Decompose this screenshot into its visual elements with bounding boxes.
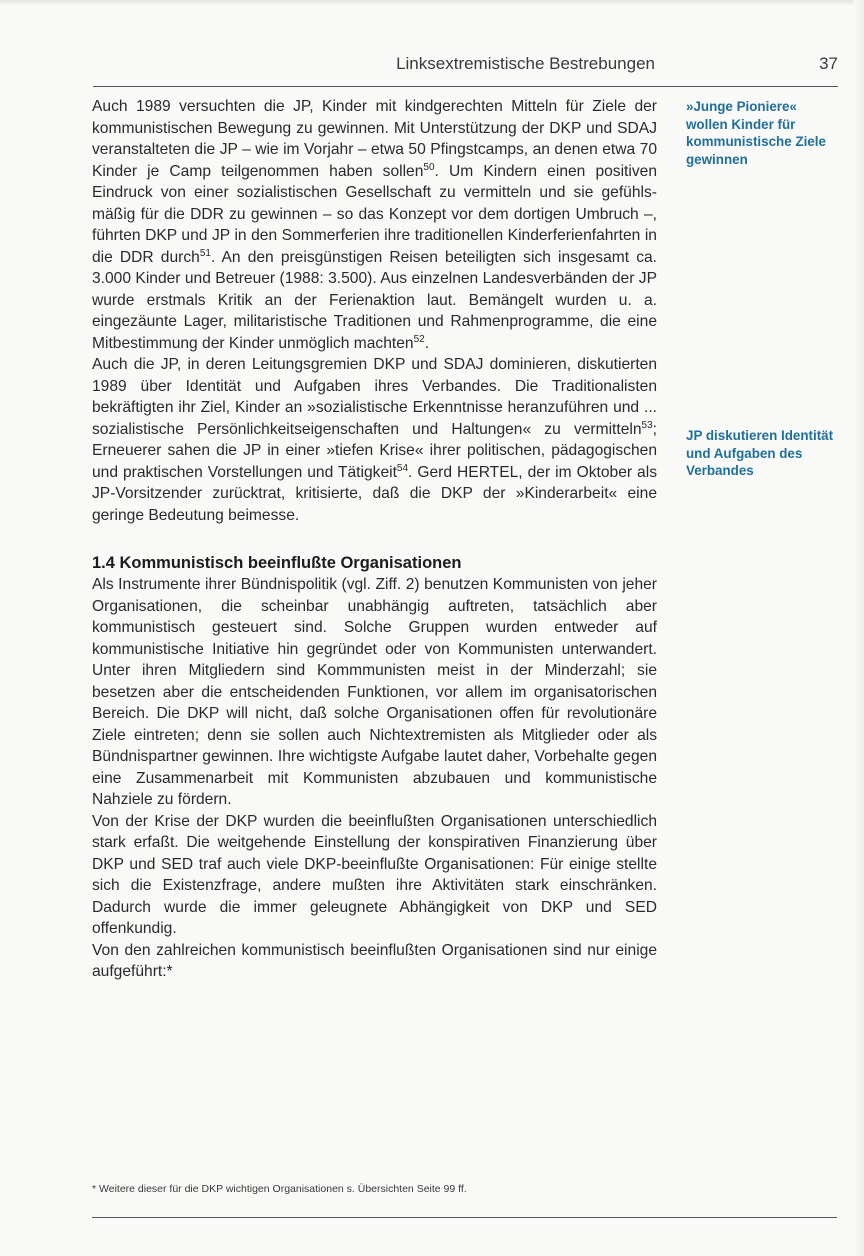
footnote-ref-54: 54 (396, 462, 409, 474)
paragraph-pfingstcamps: Auch 1989 versuchten die JP, Kinder mit kindgerechten Mitteln für Ziele der kommunistischen Bewegung zu gewinnen. Mit Unterstützung der DKP und SDAJ veranstalteten die JP – wie im Vorjahr – etwa 50 Pfingstcamps, an denen etwa 70 Kinder je Camp teilgenommen haben sollen$^{50}$. Um Kindern einen positiven Eindruck von einer sozialistischen Gesellschaft zu vermitteln und sie gefühlsmäßig für die DDR zu gewinnen – so das Konzept vor dem dortigen Umbruch –, führten DKP und JP in den Sommerferien ihre traditionellen Kinderferienfahrten in die DDR durch$^{51}$. An den preisgünstigen Reisen beteiligten sich insgesamt ca. 3.000 Kinder und Betreuer (1988: 3.500). Aus einzelnen Landesverbänden der JP wurde erstmals Kritik an der Ferienaktion laut. Bemängelt wurden u. a. eingezäunte Lager, militaristische Traditionen und Rahmenprogramme, die eine Mitbestimmung der Kinder unmöglich machten$^{52}$. Auch die JP, in deren Leitungsgremien DKP und SDAJ dominieren, diskutierten 1989 über Identität und Aufgaben ihres Verbandes. Die Traditionalisten bekräftigten ihr Ziel, Kinder an »sozialistische Erkenntnisse heranzuführen und ... sozialistische Persönlichkeitseigenschaften und Haltungen« zu vermitteln$^{53}$; Erneuerer sahen die JP in einer »tiefen Krise« ihrer politischen, pädagogischen und praktischen Vorstellungen und Tätigkeit$^{54}$. Gerd HERTEL, der im Oktober als JP-Vorsitzender zurücktrat, kritisierte, daß die DKP der »Kinderarbeit« eine geringe Bedeutung beimesse. (92, 98, 657, 524)
footnote: * Weitere dieser für die DKP wichtigen Organisationen s. Übersichten Seite 99 ff. (92, 1183, 467, 1195)
footnote-ref-53: 53 (641, 419, 653, 431)
page-edge-shadow (0, 0, 864, 6)
section-heading: 1.4 Kommunistisch beeinflußte Organisationen (92, 554, 462, 572)
paragraph-buendnispolitik: Als Instrumente ihrer Bündnispolitik (vgl. Ziff. 2) benutzen Kommunisten von jeher Organisationen, die scheinbar unabhängig auftreten, tatsächlich aber kommunistisch gesteuert sind. Solche Gruppen wurden entweder auf kommunistische Initiative hin gegründet oder von Kommunisten unterwandert. Unter ihren Mitgliedern sind Kommmunisten meist in der Minderzahl; sie besetzen aber die entscheidenden Funktionen, vor allem im organisatorischen Bereich. Die DKP will nicht, daß solche Organisationen offen für revolutionäre Ziele eintreten; denn sie sollen auch Nichtextremisten als Mitglieder oder als Bündnispartner gewinnen. Ihre wichtigste Aufgabe lautet daher, Vorbehalte gegen eine Zusammenarbeit mit Kommunisten abzubauen und kommunistische Nahziele zu fördern. (92, 576, 657, 808)
main-text-column (92, 96, 657, 983)
footnote-ref-50: 50 (423, 161, 435, 173)
footnote-ref-52: 52 (413, 333, 425, 345)
page-number: 37 (819, 54, 838, 73)
paragraph-krise-der-dkp: Von der Krise der DKP wurden die beeinflußten Organisationen unterschiedlich stark erfaßt. Die weitgehende Einstellung der konspirativen Finanzierung über DKP und SED traf auch viele DKP-beeinflußte Organisationen: Für einige stellte sich die Existenzfrage, andere mußten ihre Aktivitäten stark einschränken. Dadurch wurde die immer geleugnete Abhängigkeit von DKP und SED offenkundig. (92, 812, 657, 937)
page-edge-shadow-right (854, 0, 864, 1256)
margin-note-jp-diskutieren: JP diskutieren Identität und Aufgaben des Verbandes (686, 428, 834, 478)
running-head: Linksextremistische Bestrebungen (396, 54, 655, 73)
page-header (93, 54, 838, 87)
margin-note-junge-pioniere: »Junge Pioniere« wollen Kinder für kommunistische Ziele gewinnen (686, 99, 826, 167)
footnote-ref-51: 51 (199, 247, 211, 259)
paragraph-aufgefuehrt: Von den zahlreichen kommunistisch beeinflußten Organisationen sind nur einige aufgeführt:* (92, 941, 657, 980)
bottom-rule (92, 1217, 837, 1218)
